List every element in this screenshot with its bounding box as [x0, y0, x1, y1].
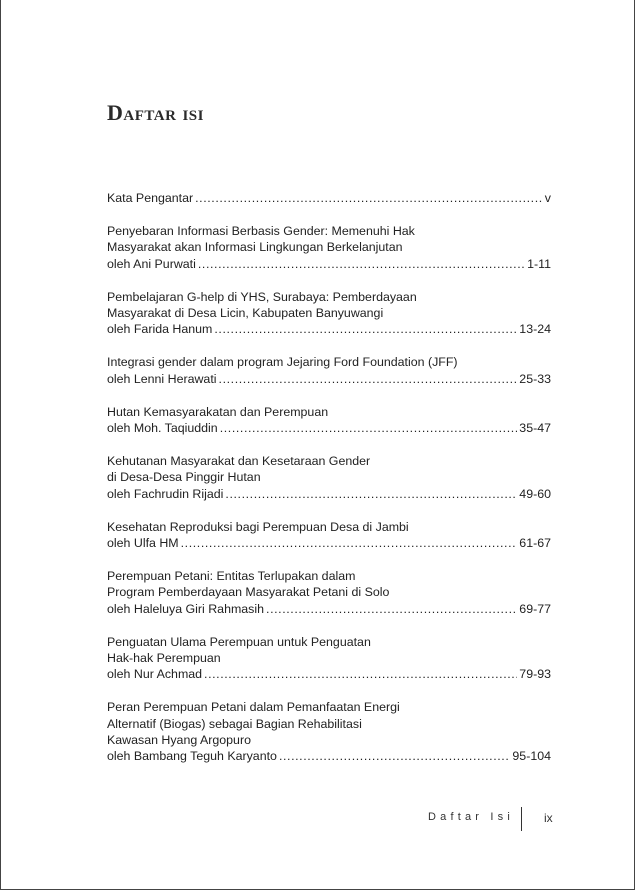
- toc-entry-title-line: Penyebaran Informasi Berbasis Gender: Memenuhi Hak: [107, 224, 415, 239]
- toc-entry-page-range: 69-77: [519, 601, 551, 616]
- toc-entry-leader-line: [107, 601, 551, 617]
- toc-entry-title-line: Peran Perempuan Petani dalam Pemanfaatan Energi: [107, 700, 400, 715]
- toc-entry-page-range: 25-33: [519, 371, 551, 386]
- toc-entry-page-range: 95-104: [512, 749, 551, 764]
- footer-page-number: ix: [544, 811, 553, 825]
- toc-entry-title-line: Alternatif (Biogas) sebagai Bagian Rehabilitasi: [107, 716, 362, 731]
- toc-entry-leader-line: [107, 666, 551, 682]
- toc-entry-page-range: 1-11: [527, 256, 551, 271]
- toc-entry-leader-line: [107, 748, 551, 764]
- dot-leader: [181, 535, 518, 551]
- toc-entry: [107, 289, 551, 338]
- toc-entry-title-line: Hak-hak Perempuan: [107, 651, 221, 666]
- page-title: Daftar isi: [107, 99, 204, 125]
- toc-entry-title-line: Program Pemberdayaan Masyarakat Petani di Solo: [107, 585, 390, 600]
- toc-entry-leader-line: [107, 321, 551, 337]
- toc-entry: [107, 453, 551, 502]
- toc-entry-page-range: 35-47: [519, 421, 551, 436]
- toc-entry-page-range: 61-67: [519, 536, 551, 551]
- dot-leader: [279, 748, 510, 764]
- dot-leader: [219, 371, 518, 387]
- dot-leader: [204, 666, 517, 682]
- toc-entry-author: oleh Fachrudin Rijadi: [107, 486, 224, 501]
- toc-entry-author: oleh Lenni Herawati: [107, 371, 217, 386]
- toc-entry: [107, 699, 551, 764]
- toc-entry-page-range: v: [544, 191, 551, 205]
- toc-entry-title-line: Pembelajaran G-help di YHS, Surabaya: Pemberdayaan: [107, 289, 417, 304]
- table-of-contents: [107, 190, 551, 764]
- toc-entry-author: oleh Bambang Teguh Karyanto: [107, 749, 277, 764]
- toc-entry: [107, 354, 551, 386]
- footer-divider: [521, 807, 522, 831]
- page-footer: [0, 807, 638, 831]
- dot-leader: [225, 486, 517, 502]
- toc-entry: [107, 568, 551, 617]
- toc-entry-title-line: Hutan Kemasyarakatan dan Perempuan: [107, 404, 329, 419]
- toc-entry-author: oleh Moh. Taqiuddin: [107, 421, 218, 436]
- toc-entry-title-line: Penguatan Ulama Perempuan untuk Penguatan: [107, 634, 371, 649]
- dot-leader: [214, 321, 517, 337]
- toc-entry-author: oleh Haleluya Giri Rahmasih: [107, 601, 265, 616]
- toc-entry-leader-line: [107, 420, 551, 436]
- toc-entry-title-line: Kawasan Hyang Argopuro: [107, 732, 251, 747]
- toc-entry-author: Kata Pengantar: [107, 191, 194, 205]
- toc-entry-author: oleh Nur Achmad: [107, 667, 203, 682]
- toc-entry-author: oleh Ulfa HM: [107, 536, 179, 551]
- toc-entry-leader-line: [107, 535, 551, 551]
- toc-entry-author: oleh Ani Purwati: [107, 256, 196, 271]
- toc-entry-leader-line: [107, 486, 551, 502]
- toc-entry: [107, 190, 551, 206]
- toc-entry-title-line: Kesehatan Reproduksi bagi Perempuan Desa di Jambi: [107, 519, 409, 534]
- toc-entry-author: oleh Farida Hanum: [107, 322, 213, 337]
- toc-entry-leader-line: [107, 256, 551, 272]
- toc-entry-title-line: Masyarakat akan Informasi Lingkungan Berkelanjutan: [107, 240, 403, 255]
- toc-entry-page-range: 13-24: [519, 322, 551, 337]
- footer-section-label: Daftar Isi: [427, 811, 514, 823]
- toc-entry: [107, 519, 551, 551]
- toc-entry-title-line: di Desa-Desa Pinggir Hutan: [107, 470, 261, 485]
- dot-leader: [198, 256, 525, 272]
- toc-entry-leader-line: [107, 371, 551, 387]
- toc-entry-title-line: Perempuan Petani: Entitas Terlupakan dalam: [107, 569, 356, 584]
- toc-entry-title-line: Masyarakat di Desa Licin, Kabupaten Banyuwangi: [107, 306, 384, 321]
- toc-entry-page-range: 49-60: [519, 486, 551, 501]
- dot-leader: [220, 420, 518, 436]
- toc-entry-leader-line: [107, 190, 551, 206]
- toc-entry-page-range: 79-93: [519, 667, 551, 682]
- dot-leader: [266, 601, 517, 617]
- toc-entry: [107, 634, 551, 683]
- toc-entry-title-line: Integrasi gender dalam program Jejaring Ford Foundation (JFF): [107, 355, 458, 370]
- toc-entry: [107, 223, 551, 272]
- toc-entry-title-line: Kehutanan Masyarakat dan Kesetaraan Gender: [107, 454, 371, 469]
- dot-leader: [195, 190, 543, 206]
- toc-entry: [107, 404, 551, 436]
